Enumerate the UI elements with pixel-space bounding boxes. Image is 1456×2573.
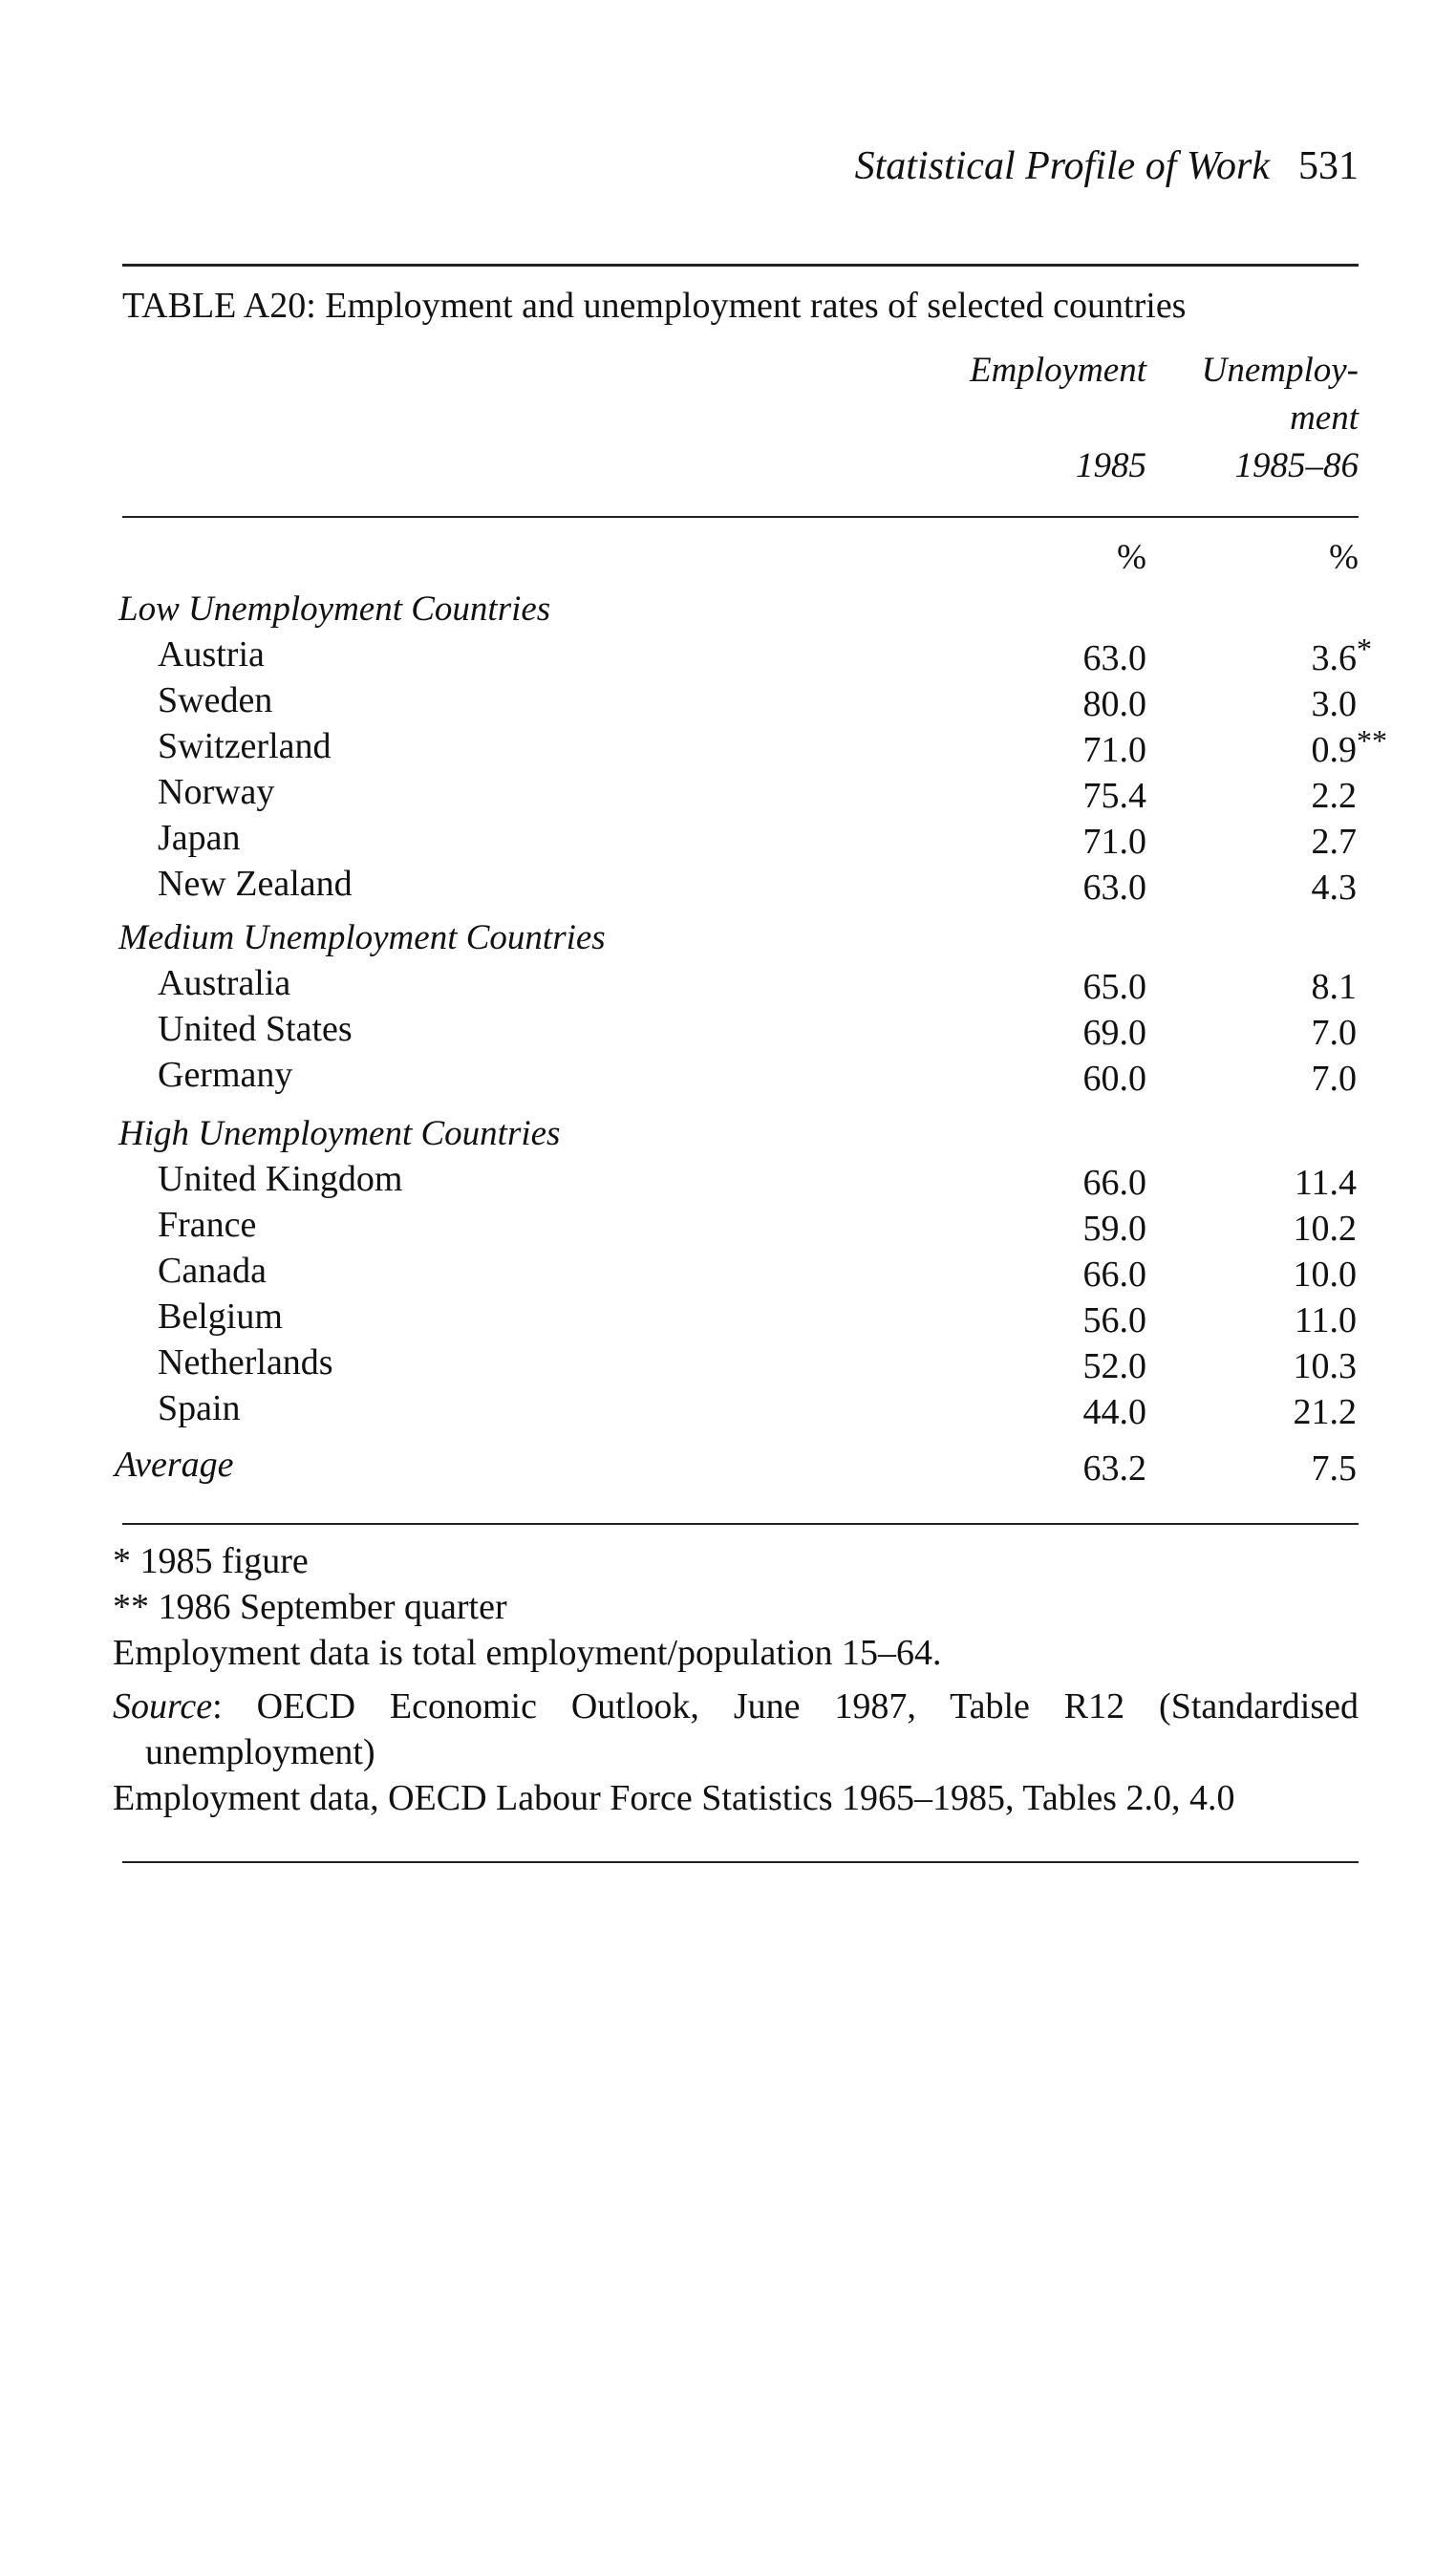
source-note (113, 1683, 1359, 1729)
footnotes (113, 1538, 1359, 1821)
unemployment-value (1166, 1299, 1357, 1341)
header-rule (122, 516, 1359, 518)
unemployment-value (1166, 966, 1357, 1008)
footnote-marker: * (1357, 632, 1372, 666)
employment-value: 60.0 (1082, 1059, 1146, 1099)
footnote-single-asterisk: * 1985 figure (113, 1541, 309, 1581)
country-name: United Kingdom (158, 1159, 403, 1199)
unemployment-value (1166, 867, 1357, 909)
table-row (0, 962, 1456, 1008)
group-label: High Unemployment Countries (118, 1114, 561, 1153)
average-row (0, 1444, 1456, 1490)
table-row (0, 633, 1456, 679)
unemployment-column-heading: Unemploy- (1201, 351, 1359, 390)
country-name: Japan (158, 818, 241, 858)
unemployment-value (1166, 632, 1372, 679)
unemployment-value (1166, 1345, 1357, 1387)
country-name: Netherlands (158, 1342, 333, 1383)
employment-value: 44.0 (1082, 1392, 1146, 1432)
table-row (0, 1158, 1456, 1204)
country-name: United States (158, 1009, 353, 1049)
country-name: Spain (158, 1388, 241, 1428)
unemployment-number: 10.0 (1293, 1254, 1357, 1295)
table-row (0, 1296, 1456, 1341)
source-note-cont: unemployment) (145, 1732, 375, 1772)
table-row (0, 1008, 1456, 1054)
employment-value: 56.0 (1082, 1300, 1146, 1340)
country-name: Australia (158, 963, 291, 1003)
unemployment-value (1166, 1012, 1357, 1054)
unemployment-number: 10.2 (1293, 1209, 1357, 1249)
employment-column-year: 1985 (1076, 446, 1146, 485)
unemployment-value (1166, 821, 1357, 863)
employment-value: 65.0 (1082, 967, 1146, 1007)
unemployment-number: 8.1 (1311, 967, 1357, 1007)
country-name: Germany (158, 1055, 293, 1095)
table-row (0, 1387, 1456, 1433)
employment-average: 63.2 (1082, 1448, 1146, 1489)
group-label: Low Unemployment Countries (118, 590, 551, 629)
employment-definition: Employment data is total employment/population 15–64. (113, 1633, 942, 1673)
table-caption: TABLE A20: Employment and unemployment rates of selected countries (122, 286, 1187, 326)
footnote-double-asterisk: ** 1986 September quarter (113, 1587, 507, 1627)
table-top-rule (122, 264, 1359, 267)
unemployment-number: 21.2 (1293, 1392, 1357, 1432)
table-row (0, 817, 1456, 863)
country-name: France (158, 1205, 257, 1245)
table-row (0, 1250, 1456, 1296)
unemployment-value (1166, 1254, 1357, 1296)
unemployment-number: 7.0 (1311, 1013, 1357, 1053)
unemployment-number: 10.3 (1293, 1346, 1357, 1386)
employment-value: 71.0 (1082, 822, 1146, 862)
unemployment-number: 2.7 (1311, 822, 1357, 862)
employment-source: Employment data, OECD Labour Force Statistics 1965–1985, Tables 2.0, 4.0 (113, 1778, 1235, 1818)
group-row (0, 1113, 1456, 1159)
unemployment-number: 4.3 (1311, 868, 1357, 908)
source-label: Source (113, 1686, 213, 1726)
table-bottom-rule (122, 1861, 1359, 1863)
running-title: Statistical Profile of Work (854, 144, 1270, 188)
table-row (0, 725, 1456, 771)
group-label: Medium Unemployment Countries (118, 918, 606, 957)
footnote-marker: ** (1357, 723, 1387, 758)
unemployment-number: 11.0 (1294, 1300, 1357, 1340)
employment-value: 66.0 (1082, 1163, 1146, 1203)
unemployment-number: 3.0 (1311, 684, 1357, 724)
table-row (0, 1204, 1456, 1250)
unemployment-number: 7.5 (1311, 1448, 1357, 1489)
table-row (0, 1054, 1456, 1100)
source-text: : OECD Economic Outlook, June 1987, Table R12 (Standardised (212, 1686, 1359, 1726)
employment-column-heading: Employment (970, 351, 1146, 390)
table-row (0, 771, 1456, 817)
country-name: Norway (158, 772, 275, 812)
table-row (0, 863, 1456, 909)
unemployment-number: 0.9 (1311, 730, 1357, 770)
unemployment-unit: % (1329, 538, 1359, 577)
unemployment-number: 11.4 (1294, 1163, 1357, 1203)
unemployment-value (1166, 1391, 1357, 1433)
unemployment-column-year: 1985–86 (1234, 446, 1359, 485)
footnote-rule (122, 1523, 1359, 1525)
unemployment-value (1166, 723, 1387, 771)
page-header (855, 143, 1359, 189)
employment-value: 80.0 (1082, 684, 1146, 724)
employment-value: 69.0 (1082, 1013, 1146, 1053)
employment-value: 63.0 (1082, 868, 1146, 908)
employment-value: 75.4 (1082, 776, 1146, 816)
country-name: Belgium (158, 1297, 283, 1337)
unemployment-number: 2.2 (1311, 776, 1357, 816)
table-row (0, 679, 1456, 725)
country-name: Austria (158, 634, 265, 675)
employment-unit: % (1117, 538, 1146, 577)
unemployment-value (1166, 1162, 1357, 1204)
employment-value: 66.0 (1082, 1254, 1146, 1295)
page-number: 531 (1298, 144, 1359, 188)
unemployment-number: 7.0 (1311, 1059, 1357, 1099)
unemployment-value (1166, 1208, 1357, 1250)
country-name: New Zealand (158, 864, 353, 904)
group-row (0, 589, 1456, 634)
group-row (0, 917, 1456, 963)
unemployment-value (1166, 1058, 1357, 1100)
country-name: Switzerland (158, 726, 332, 766)
table-row (0, 1341, 1456, 1387)
average-label: Average (115, 1445, 234, 1485)
unemployment-column-heading-cont: ment (1290, 398, 1359, 438)
unemployment-value (1166, 775, 1357, 817)
unemployment-number: 3.6 (1311, 638, 1357, 678)
employment-value: 59.0 (1082, 1209, 1146, 1249)
unemployment-value (1166, 683, 1357, 725)
country-name: Canada (158, 1251, 267, 1291)
employment-value: 71.0 (1082, 730, 1146, 770)
unemployment-average (1166, 1447, 1357, 1490)
country-name: Sweden (158, 680, 273, 720)
employment-value: 63.0 (1082, 638, 1146, 678)
employment-value: 52.0 (1082, 1346, 1146, 1386)
